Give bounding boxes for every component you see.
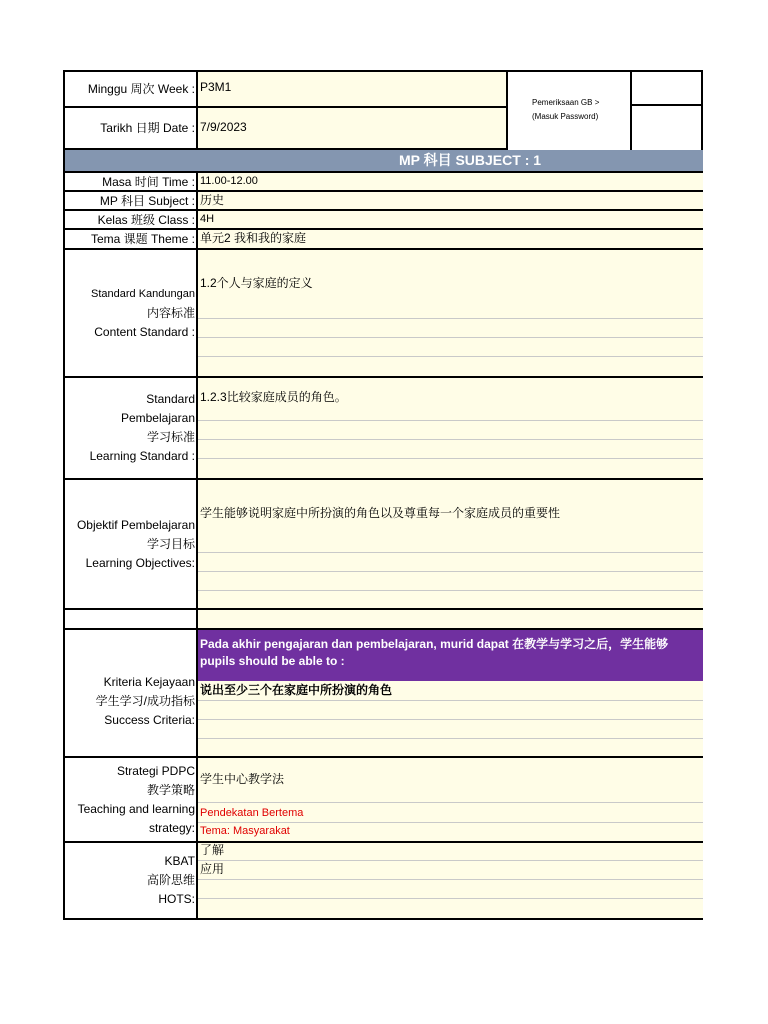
content-standard-label-1: Standard Kandungan bbox=[91, 287, 195, 300]
learning-standard-value: 1.2.3比较家庭成员的角色。 bbox=[200, 390, 347, 404]
content-standard-label-2: 内容标准 bbox=[146, 305, 195, 320]
hots-label-1: KBAT bbox=[164, 854, 195, 868]
strategy-label-2: 教学策略 bbox=[146, 782, 195, 797]
hots-label-2: 高阶思维 bbox=[146, 873, 195, 887]
objectives-label-1: Objektif Pembelajaran bbox=[76, 517, 195, 532]
hots-value-1: 了解 bbox=[200, 843, 225, 857]
strategy-value-3: Tema: Masyarakat bbox=[200, 825, 290, 837]
theme-value: 单元2 我和我的家庭 bbox=[200, 231, 307, 245]
success-label-3: Success Criteria: bbox=[104, 713, 195, 727]
date-label-text: Tarikh 日期 Date : bbox=[100, 120, 195, 135]
objectives-label-2: 学习目标 bbox=[146, 536, 195, 551]
week-label-text: Minggu 周次 Week : bbox=[87, 81, 195, 96]
learning-standard-label-3: 学习标准 bbox=[146, 430, 195, 444]
strategy-value-2: Pendekatan Bertema bbox=[200, 807, 304, 819]
check-text-1: Pemeriksaan GB > bbox=[532, 98, 600, 107]
time-label-text: Masa 时间 Time : bbox=[102, 174, 195, 189]
learning-standard-label-2: Pembelajaran bbox=[120, 411, 195, 425]
week-value: P3M1 bbox=[200, 80, 232, 94]
strategy-label-4: strategy: bbox=[148, 820, 195, 835]
objectives-label-3: Learning Objectives: bbox=[85, 555, 195, 570]
success-label-1: Kriteria Kejayaan bbox=[103, 675, 195, 689]
learning-standard-label-4: Learning Standard : bbox=[89, 449, 195, 463]
table-frame bbox=[63, 70, 703, 920]
subject-value: 历史 bbox=[200, 193, 225, 207]
class-label-text: Kelas 班级 Class : bbox=[97, 212, 195, 227]
learning-standard-label-1: Standard bbox=[146, 392, 195, 406]
objectives-value: 学生能够说明家庭中所扮演的角色以及尊重每一个家庭成员的重要性 bbox=[200, 506, 561, 520]
date-value: 7/9/2023 bbox=[200, 120, 247, 134]
subject-label-text: MP 科目 Subject : bbox=[99, 193, 195, 208]
hots-label-3: HOTS: bbox=[158, 892, 195, 906]
content-standard-label-3: Content Standard : bbox=[94, 324, 195, 339]
subject-bar-text: MP 科目 SUBJECT : 1 bbox=[398, 152, 542, 168]
theme-label-text: Tema 课题 Theme : bbox=[90, 232, 195, 246]
success-value: 说出至少三个在家庭中所扮演的角色 bbox=[200, 683, 393, 697]
time-value: 11.00-12.00 bbox=[200, 175, 258, 187]
class-value: 4H bbox=[200, 213, 215, 225]
strategy-label-1: Strategi PDPC bbox=[116, 763, 195, 778]
hots-value-2: 应用 bbox=[200, 862, 225, 876]
strategy-value-1: 学生中心教学法 bbox=[200, 772, 285, 786]
success-intro-2: pupils should be able to : bbox=[200, 654, 345, 668]
strategy-label-3: Teaching and learning bbox=[77, 801, 195, 816]
content-standard-value: 1.2个人与家庭的定义 bbox=[200, 276, 313, 290]
check-text-2: (Masuk Password) bbox=[532, 112, 599, 121]
success-intro-1: Pada akhir pengajaran dan pembelajaran, murid dapat 在教学与学习之后，学生能够 bbox=[200, 637, 669, 651]
success-label-2: 学生学习/成功指标 bbox=[95, 694, 195, 708]
